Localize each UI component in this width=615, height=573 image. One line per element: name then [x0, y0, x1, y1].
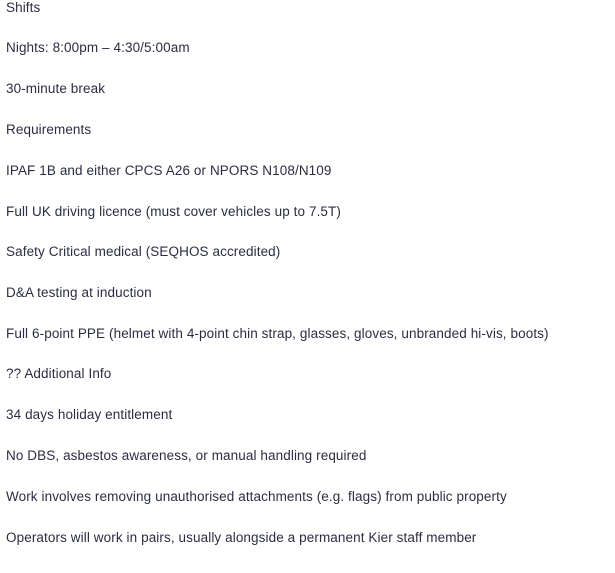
requirement-ppe: Full 6-point PPE (helmet with 4-point chin strap, glasses, gloves, unbranded hi-vis, boots) [6, 326, 549, 341]
section-heading-shifts: Shifts [6, 0, 41, 15]
section-heading-requirements: Requirements [6, 122, 92, 137]
requirement-ipaf: IPAF 1B and either CPCS A26 or NPORS N108/N109 [6, 163, 332, 178]
info-no-dbs: No DBS, asbestos awareness, or manual handling required [6, 448, 367, 463]
requirement-driving-licence: Full UK driving licence (must cover vehicles up to 7.5T) [6, 204, 341, 219]
shift-hours-text: Nights: 8:00pm – 4:30/5:00am [6, 40, 190, 55]
requirement-medical: Safety Critical medical (SEQHOS accredited) [6, 244, 281, 259]
break-text: 30-minute break [6, 81, 106, 96]
info-work-description: Work involves removing unauthorised attachments (e.g. flags) from public property [6, 489, 507, 504]
info-holiday: 34 days holiday entitlement [6, 407, 173, 422]
requirement-da-testing: D&A testing at induction [6, 285, 152, 300]
info-pairs: Operators will work in pairs, usually alongside a permanent Kier staff member [6, 530, 477, 545]
section-heading-additional-info: ?? Additional Info [6, 366, 112, 381]
